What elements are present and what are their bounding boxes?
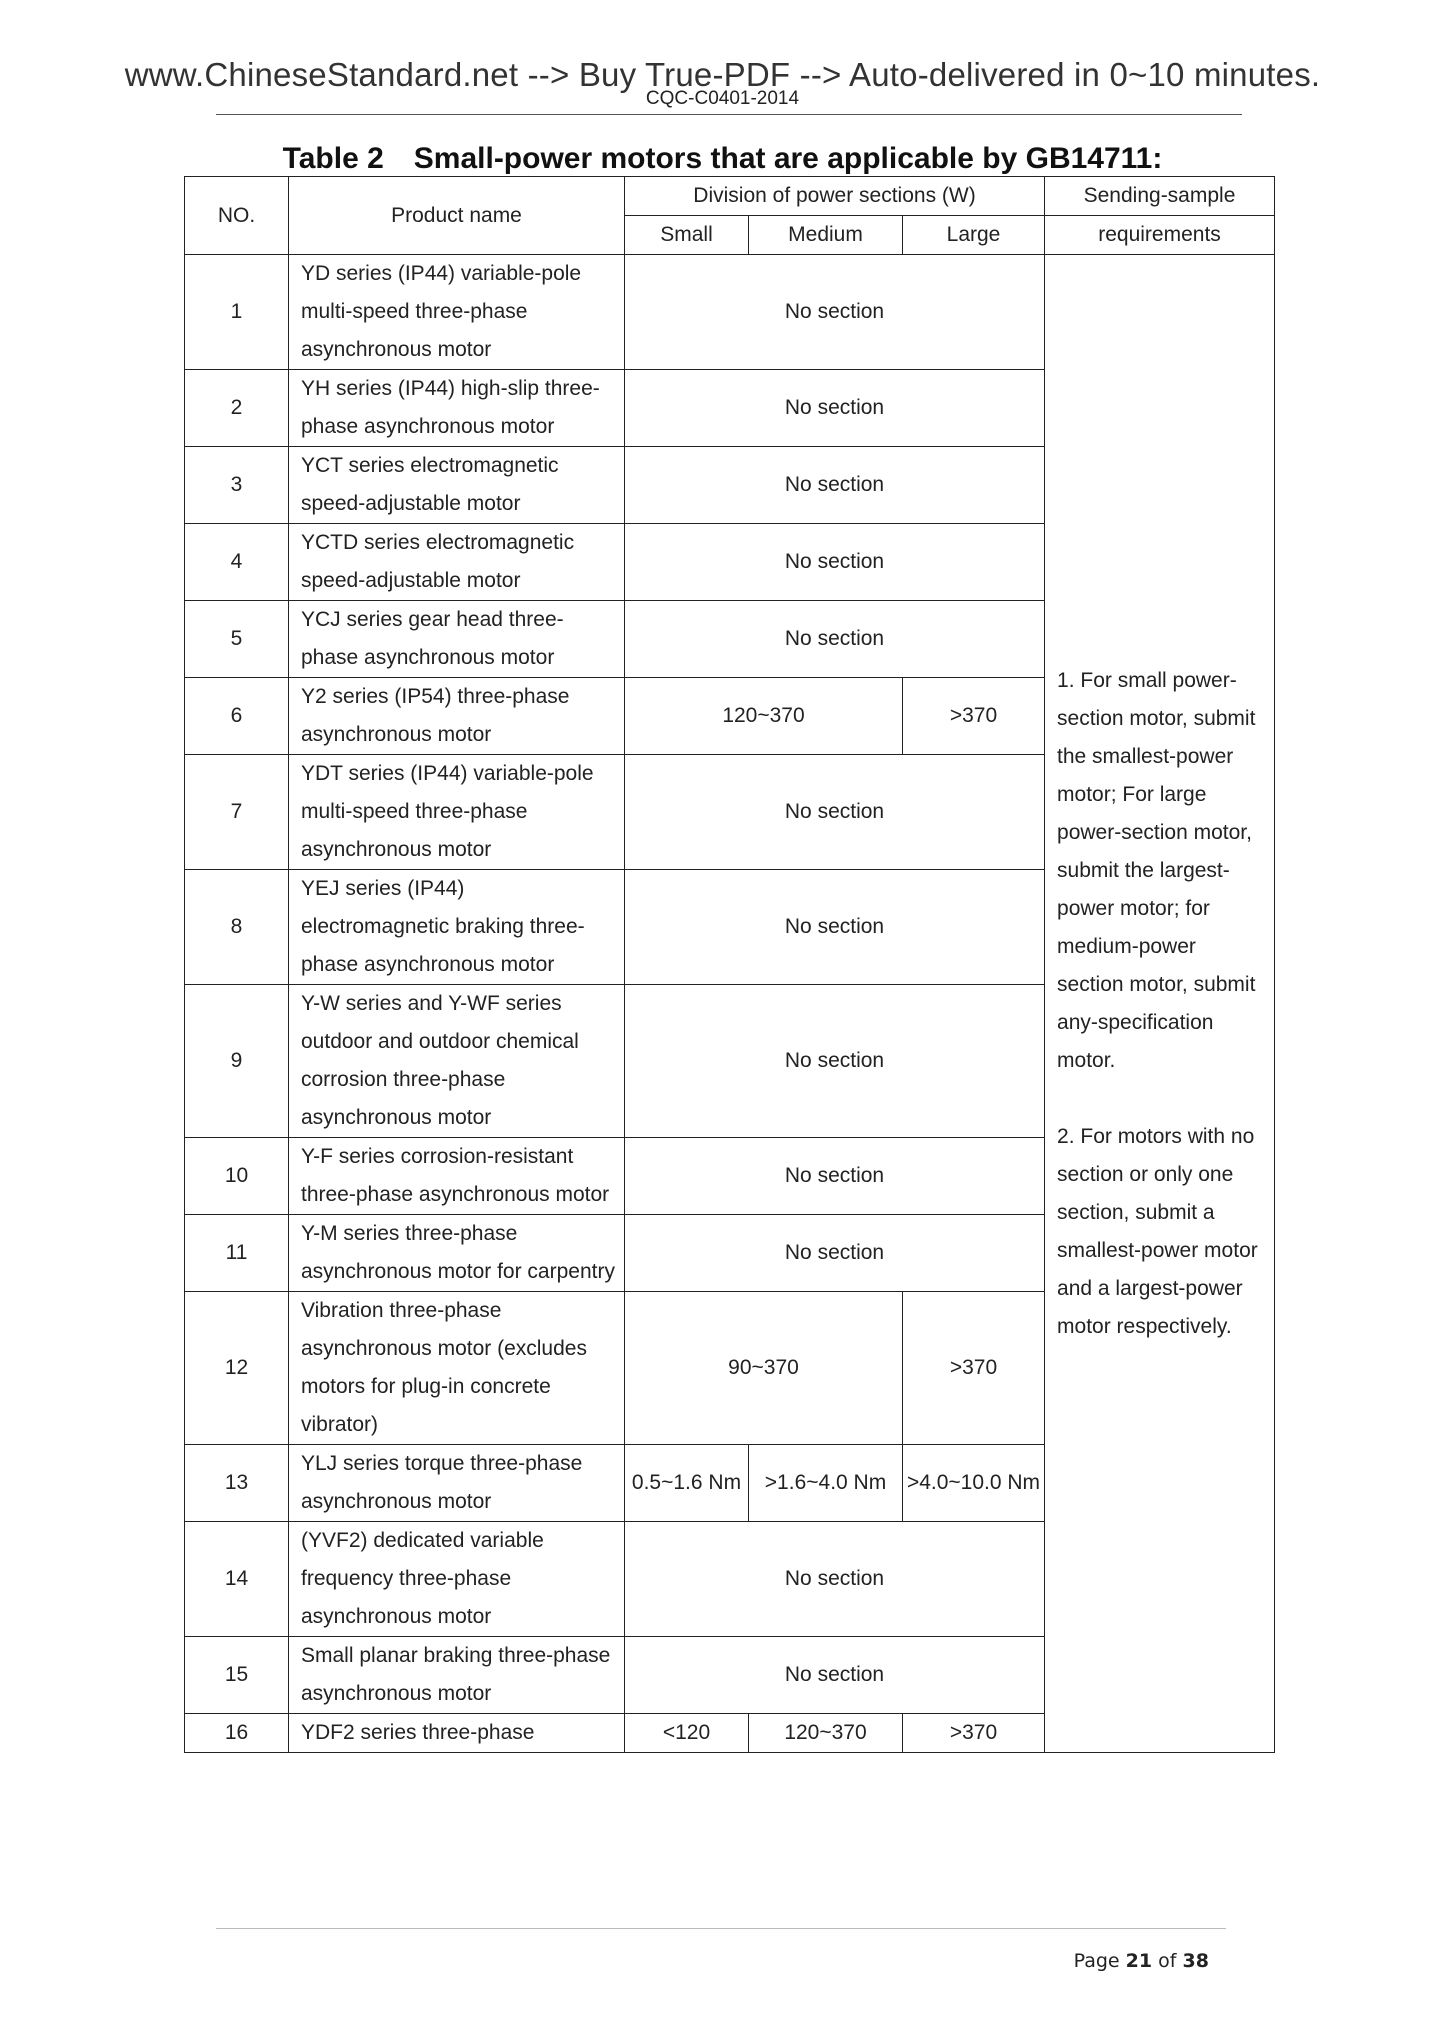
row-power-sections: No section [625,1138,1045,1215]
header-medium: Medium [749,216,903,255]
row-no: 10 [185,1138,289,1215]
row-no: 6 [185,678,289,755]
row-power-sections: No section [625,755,1045,870]
row-product-name: Y-W series and Y-WF series outdoor and outdoor chemical corrosion three-phase asynchronous motor [289,985,625,1138]
row-product-name: YCTD series electromagnetic speed-adjustable motor [289,524,625,601]
footer-divider [216,1928,1226,1929]
table-caption: Small-power motors that are applicable by GB14711: [413,142,1163,175]
row-product-name: YCJ series gear head three-phase asynchronous motor [289,601,625,678]
row-no: 16 [185,1714,289,1753]
header-large: Large [903,216,1045,255]
table-title [0,142,1445,176]
row-product-name: YCT series electromagnetic speed-adjustable motor [289,447,625,524]
header-row [185,177,1275,216]
document-id: CQC-C0401-2014 [645,88,800,109]
row-large: >370 [903,1292,1045,1445]
row-small-medium: 120~370 [625,678,903,755]
row-product-name: Small planar braking three-phase asynchronous motor [289,1637,625,1714]
row-large: >4.0~10.0 Nm [903,1445,1045,1522]
row-power-sections: No section [625,370,1045,447]
row-product-name: YDF2 series three-phase [289,1714,625,1753]
row-small: 0.5~1.6 Nm [625,1445,749,1522]
row-power-sections: No section [625,985,1045,1138]
row-no: 9 [185,985,289,1138]
row-medium: >1.6~4.0 Nm [749,1445,903,1522]
row-product-name: YH series (IP44) high-slip three-phase asynchronous motor [289,370,625,447]
table-row [185,255,1275,370]
row-medium: 120~370 [749,1714,903,1753]
row-small-medium: 90~370 [625,1292,903,1445]
row-product-name: YDT series (IP44) variable-pole multi-speed three-phase asynchronous motor [289,755,625,870]
motor-table [184,176,1275,1753]
header-sending-sample: Sending-sample [1045,177,1275,216]
row-no: 15 [185,1637,289,1714]
header-product-name: Product name [289,177,625,255]
page-number [1074,1950,1209,1972]
row-product-name: YLJ series torque three-phase asynchronous motor [289,1445,625,1522]
row-product-name: Y2 series (IP54) three-phase asynchronous motor [289,678,625,755]
site-banner: www.ChineseStandard.net --> Buy True-PDF --> Auto-delivered in 0~10 minutes. [124,56,1321,93]
row-no: 8 [185,870,289,985]
row-product-name: (YVF2) dedicated variable frequency three-phase asynchronous motor [289,1522,625,1637]
row-power-sections: No section [625,524,1045,601]
table-number: Table 2 [282,142,384,175]
header-requirements: requirements [1045,216,1275,255]
page-current: 21 [1125,1950,1153,1972]
row-power-sections: No section [625,1215,1045,1292]
row-no: 1 [185,255,289,370]
row-power-sections: No section [625,1637,1045,1714]
row-power-sections: No section [625,870,1045,985]
row-no: 5 [185,601,289,678]
row-power-sections: No section [625,601,1045,678]
page-total: 38 [1182,1950,1209,1972]
row-power-sections: No section [625,447,1045,524]
row-no: 2 [185,370,289,447]
row-product-name: Y-M series three-phase asynchronous motor for carpentry [289,1215,625,1292]
row-no: 14 [185,1522,289,1637]
sending-sample-requirements: 1. For small power-section motor, submit the smallest-power motor; For large power-section motor, submit the largest-power motor; for medium-power section motor, submit any-specification motor. 2. For motors with no section or only one section, submit a smallest-power motor and a largest-power motor respectively. [1045,255,1275,1753]
row-no: 13 [185,1445,289,1522]
page-label: Page [1073,1950,1120,1972]
row-product-name: YEJ series (IP44) electromagnetic braking three-phase asynchronous motor [289,870,625,985]
row-no: 4 [185,524,289,601]
row-product-name: YD series (IP44) variable-pole multi-speed three-phase asynchronous motor [289,255,625,370]
header-division: Division of power sections (W) [625,177,1045,216]
row-large: >370 [903,1714,1045,1753]
of-label: of [1158,1950,1177,1972]
row-no: 11 [185,1215,289,1292]
row-no: 7 [185,755,289,870]
header-small: Small [625,216,749,255]
row-power-sections: No section [625,1522,1045,1637]
row-no: 3 [185,447,289,524]
row-product-name: Y-F series corrosion-resistant three-phase asynchronous motor [289,1138,625,1215]
row-no: 12 [185,1292,289,1445]
row-small: <120 [625,1714,749,1753]
row-power-sections: No section [625,255,1045,370]
header-no: NO. [185,177,289,255]
header-divider [216,114,1242,115]
row-product-name: Vibration three-phase asynchronous motor (excludes motors for plug-in concrete vibrator) [289,1292,625,1445]
row-large: >370 [903,678,1045,755]
